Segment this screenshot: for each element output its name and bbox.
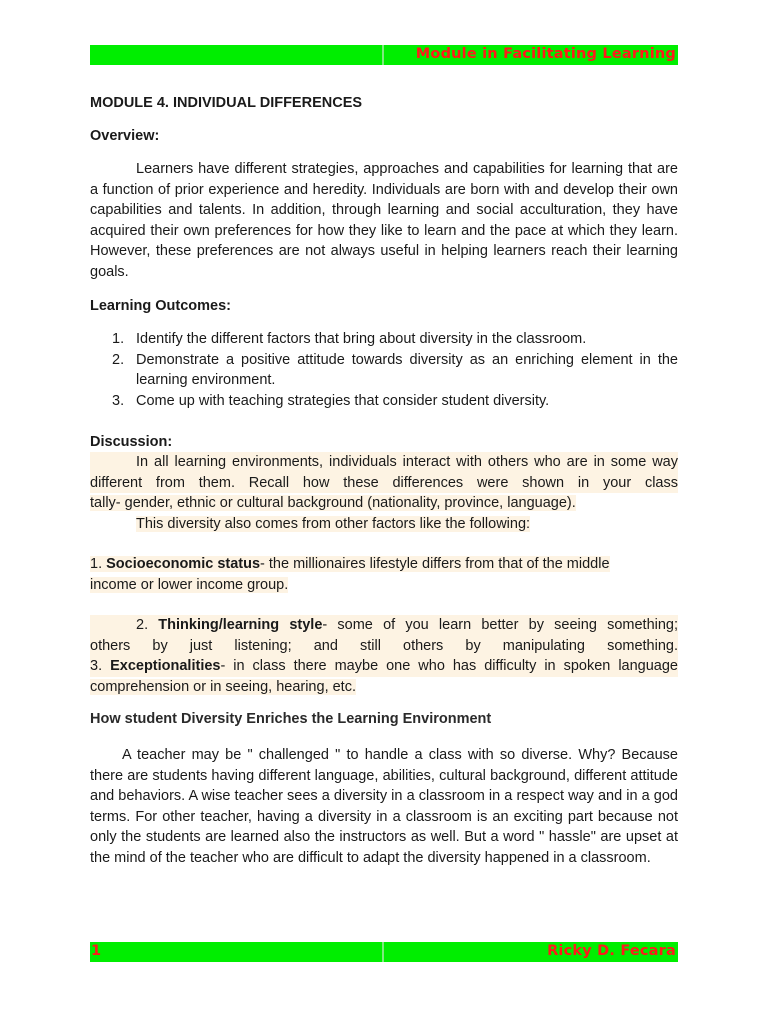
list-item: 3. Come up with teaching strategies that consider student diversity. [112, 392, 550, 409]
header-bar [90, 45, 678, 65]
outcomes-heading: Learning Outcomes: [90, 298, 231, 314]
factor-text: income or lower income group. [90, 576, 289, 593]
footer-author: Ricky D. Fecara [547, 943, 676, 959]
header-divider [382, 45, 384, 65]
factor-term: Socioeconomic status [106, 556, 261, 572]
discussion-line: This diversity also comes from other factors like the following: [136, 515, 531, 532]
factor-number: 1. [90, 556, 103, 572]
discussion-line: tally- gender, ethnic or cultural background (nationality, province, language). [90, 495, 576, 511]
factor-number: 2. [136, 617, 149, 633]
factor-thinking-style [90, 615, 678, 697]
footer-divider [382, 942, 384, 962]
list-item: 1. Identify the different factors that bring about diversity in the classroom. [112, 331, 587, 347]
outcomes-list [90, 329, 678, 411]
factor-text: others by just listening; and still others by manipulating something. [90, 636, 678, 657]
footer-bar [90, 942, 678, 962]
discussion-line: different from them. Recall how these differences were shown in your class [90, 473, 678, 494]
factor-text: - in class there maybe one who has difficulty in spoken language [220, 658, 678, 674]
discussion-paragraph [90, 452, 678, 534]
factor-text: - the millionaires lifestyle differs from that of the middle [260, 556, 610, 572]
list-item: 2. Demonstrate a positive attitude towards diversity as an enriching element in the learning environment. [112, 351, 678, 388]
header-title: Module in Facilitating Learning [415, 46, 676, 62]
factor-text: comprehension or in seeing, hearing, etc. [90, 678, 356, 695]
factor-term: Exceptionalities [110, 658, 221, 674]
module-title: MODULE 4. INDIVIDUAL DIFFERENCES [90, 95, 363, 111]
enrich-heading: How student Diversity Enriches the Learning Environment [90, 711, 492, 727]
factor-number: 3. [90, 658, 103, 674]
enrich-paragraph: A teacher may be " challenged " to handle a class with so diverse. Why? Because there are students having different language, abilities, cultural background, different attitude and behaviors. A wise teacher sees a diversity in a classroom in a respect way and in a god terms. For other teacher, having a diversity in a classroom is an exciting part because not only the students are learned also the instructors as well. But a word " hassle" are upset at the mind of the teacher who are difficult to adapt the diversity happened in a classroom. [90, 747, 678, 866]
overview-paragraph: Learners have different strategies, approaches and capabilities for learning that are a function of prior experience and heredity. Individuals are born with and develop their own capabilities and talents. In addition, through learning and social acculturation, they have acquired their own preferences for how they like to learn and the pace at which they learn. However, these preferences are not always useful in helping learners reach their learning goals. [90, 161, 678, 280]
factor-socioeconomic [90, 554, 678, 595]
factor-text: - some of you learn better by seeing something; [322, 617, 678, 633]
overview-heading: Overview: [90, 128, 160, 144]
factor-term: Thinking/learning style [158, 617, 323, 633]
discussion-heading: Discussion: [90, 434, 173, 450]
discussion-line: In all learning environments, individuals interact with others who are in some way [90, 452, 678, 473]
page-number: 1 [91, 943, 102, 959]
factor-exceptionalities [90, 656, 678, 677]
